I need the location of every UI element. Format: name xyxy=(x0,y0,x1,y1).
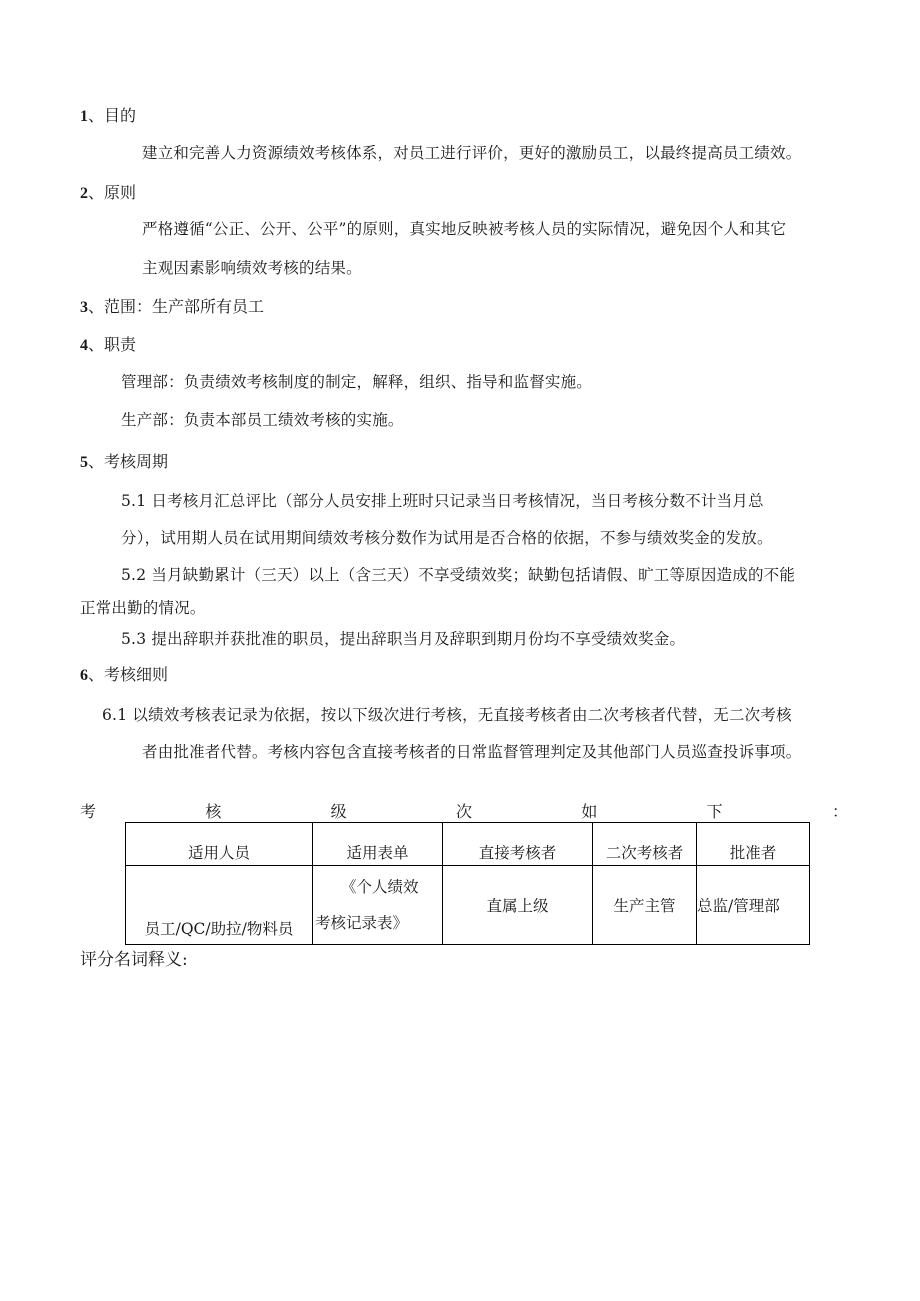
levels-heading-char: 考 xyxy=(80,802,97,821)
levels-heading-char: 如 xyxy=(581,802,598,821)
section-2-text-line-1: 严格遵循“公正、公开、公平”的原则，真实地反映被考核人员的实际情况，避免因个人和其它 xyxy=(142,220,787,238)
levels-heading-char: 核 xyxy=(205,802,222,821)
section-5-3-text: 5.3 提出辞职并获批准的职员，提出辞职当月及辞职到期月份均不享受绩效奖金。 xyxy=(121,630,686,648)
levels-heading-char: 下 xyxy=(706,802,723,821)
table-cell-form xyxy=(313,866,443,945)
section-4-text-line-1: 管理部：负责绩效考核制度的制定，解释，组织、指导和监督实施。 xyxy=(121,373,593,391)
section-5-2-line-1: 5.2 当月缺勤累计（三天）以上（含三天）不享受绩效奖；缺勤包括请假、旷工等原因造成的不能 xyxy=(121,566,796,584)
levels-heading-char: 级 xyxy=(330,802,347,821)
section-2-heading: 2、原则 xyxy=(80,183,137,202)
form-line-2: 考核记录表》 xyxy=(315,914,409,932)
table-cell-direct: 直属上级 xyxy=(443,866,593,945)
section-5-1-line-2: 分），试用期人员在试用期间绩效考核分数作为试用是否合格的依据，不参与绩效奖金的发放。 xyxy=(121,529,773,547)
table-header-cell: 直接考核者 xyxy=(443,823,593,866)
section-5-1-line-1: 5.1 日考核月汇总评比（部分人员安排上班时只记录当日考核情况，当日考核分数不计当月总 xyxy=(121,492,764,510)
section-2-text-line-2: 主观因素影响绩效考核的结果。 xyxy=(142,259,362,277)
section-1-text: 建立和完善人力资源绩效考核体系，对员工进行评价，更好的激励员工，以最终提高员工绩效。 xyxy=(142,144,802,162)
section-4-text-line-2: 生产部：负责本部员工绩效考核的实施。 xyxy=(121,411,404,429)
table-header-cell: 适用表单 xyxy=(313,823,443,866)
section-5-heading: 5、考核周期 xyxy=(80,452,169,471)
section-5-2-line-2: 正常出勤的情况。 xyxy=(80,599,206,617)
table-header-cell: 批准者 xyxy=(697,823,810,866)
levels-heading-char: 次 xyxy=(455,802,472,821)
section-6-heading: 6、考核细则 xyxy=(80,665,169,684)
section-1-heading: 1、目的 xyxy=(80,106,137,125)
assessment-levels-table xyxy=(125,822,810,945)
table-header-cell: 适用人员 xyxy=(126,823,313,866)
table-cell-secondary: 生产主管 xyxy=(593,866,697,945)
section-6-1-line-2: 者由批准者代替。考核内容包含直接考核者的日常监督管理判定及其他部门人员巡查投诉事项。 xyxy=(142,743,802,761)
form-line-1: 《个人绩效 xyxy=(341,878,419,896)
scoring-terms-heading: 评分名词释义: xyxy=(80,950,188,970)
table-header-cell: 二次考核者 xyxy=(593,823,697,866)
levels-heading-char: ： xyxy=(831,802,848,821)
table-cell-personnel: 员工/QC/助拉/物料员 xyxy=(126,866,313,945)
table-header-row xyxy=(126,823,810,866)
section-3-heading: 3、范围：生产部所有员工 xyxy=(80,297,265,316)
section-6-1-line-1: 6.1 以绩效考核表记录为依据，按以下级次进行考核，无直接考核者由二次考核者代替，无二次考核 xyxy=(102,706,792,724)
table-row xyxy=(126,866,810,945)
section-4-heading: 4、职责 xyxy=(80,335,137,354)
levels-heading xyxy=(80,799,848,821)
table-cell-approver: 总监/管理部 xyxy=(697,866,810,945)
